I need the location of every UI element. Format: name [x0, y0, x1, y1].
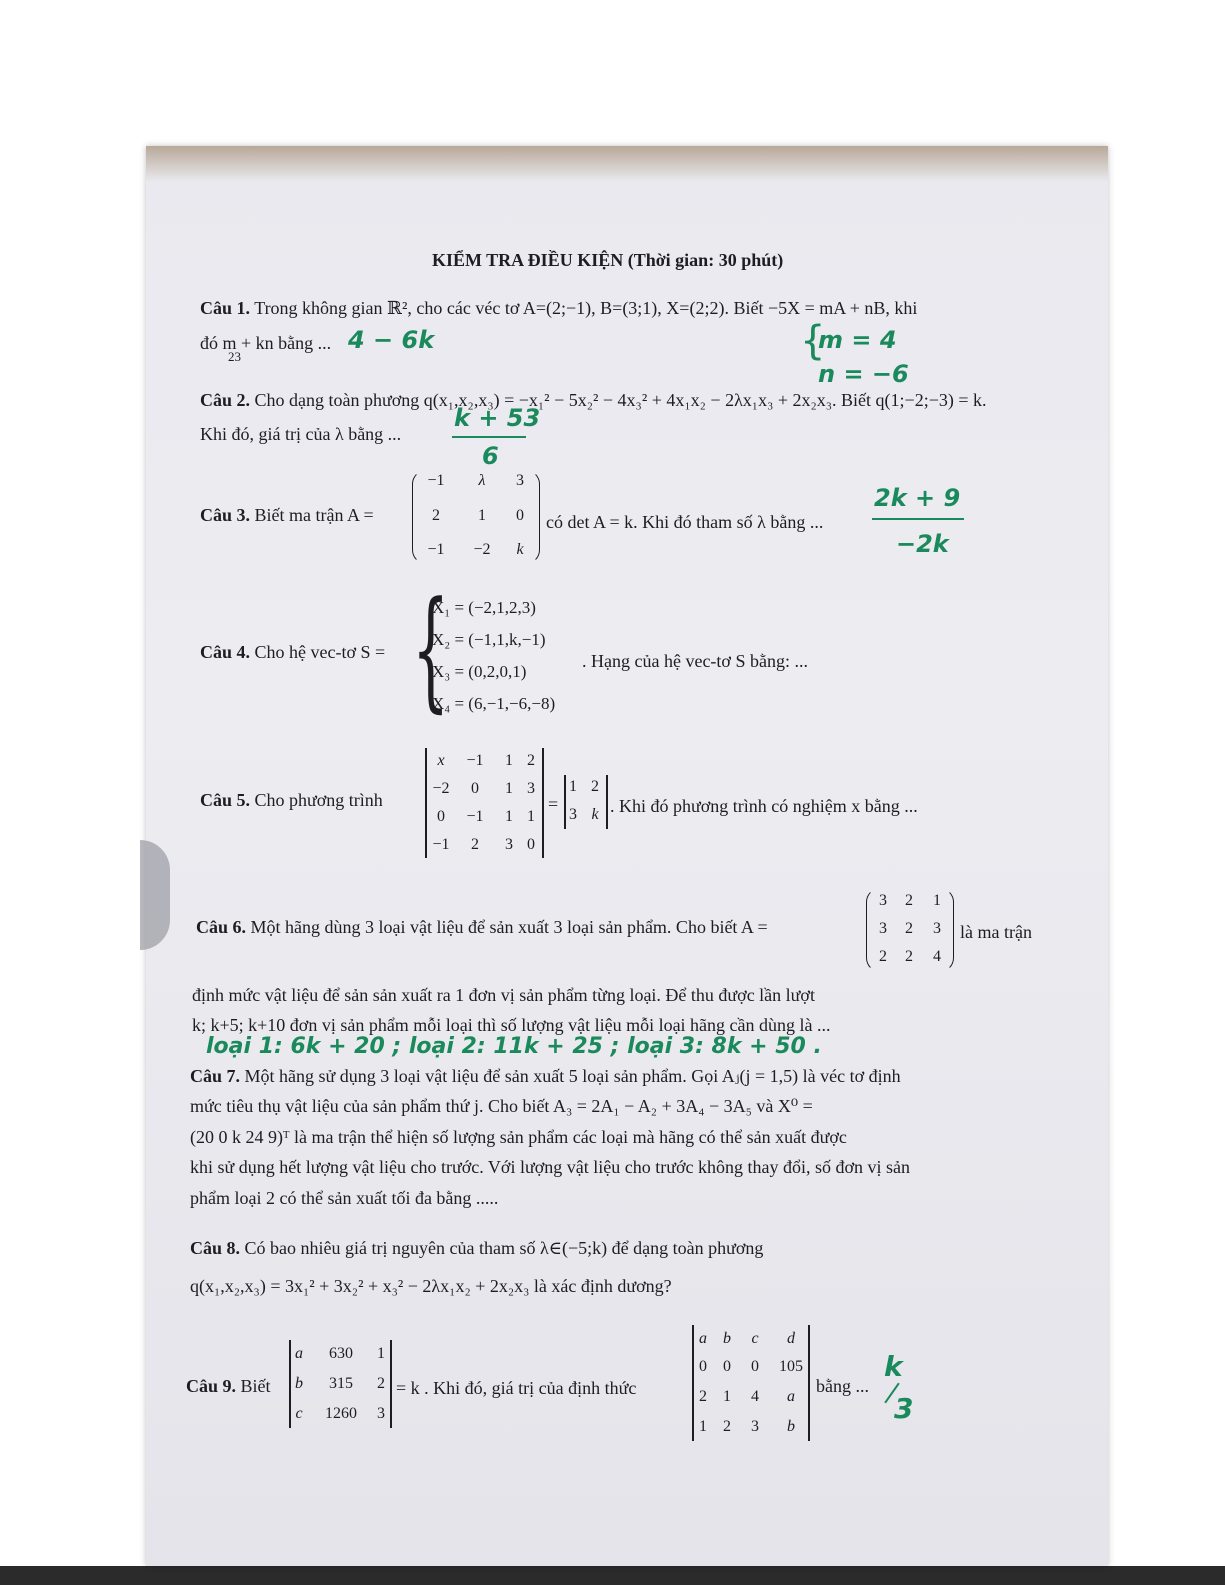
q9-m2-0-0: a	[699, 1330, 707, 1347]
q5-det-left-bar	[425, 748, 427, 858]
q9-m1-2-2: 3	[377, 1405, 385, 1422]
q3-m-0-0: −1	[427, 472, 445, 489]
q3	[200, 505, 374, 526]
q1-handwritten-answer: 4 − 6k	[348, 326, 435, 354]
q3-m-0-1: λ	[478, 472, 486, 489]
q4-vector-1: X₁ = (−2,1,2,3)	[432, 598, 536, 617]
q4	[200, 642, 385, 663]
q3-m-2-2: k	[516, 541, 524, 558]
q9-m1-2-1: 1260	[325, 1405, 357, 1422]
q1-note-n: n = −6	[818, 360, 909, 388]
q2-fraction-bar	[452, 436, 526, 438]
q9-m1-0-2: 1	[377, 1345, 385, 1362]
q9-text-mid: = k . Khi đó, giá trị của định thức	[396, 1378, 637, 1398]
q7-line2: mức tiêu thụ vật liệu của sản phẩm thứ j. Cho biết A₃ = 2A₁ − A₂ + 3A₄ − 3A₅ và X⁰ =	[190, 1096, 813, 1116]
q6	[196, 917, 768, 938]
q5	[200, 790, 383, 811]
q4-vector-4: X₄ = (6,−1,−6,−8)	[432, 694, 556, 713]
q5-m-0-1: −1	[466, 752, 484, 769]
exam-title: KIỂM TRA ĐIỀU KIỆN (Thời gian: 30 phút)	[432, 250, 784, 270]
q5-m-3-1: 2	[471, 836, 479, 853]
q3-fraction-bar	[872, 518, 964, 520]
q7	[190, 1066, 901, 1087]
q5-m-2-0: 0	[437, 808, 445, 825]
q3-handwritten-numerator: 2k + 9	[874, 484, 961, 512]
q3-m-0-2: 3	[516, 472, 524, 489]
q7-label: Câu 7.	[190, 1066, 241, 1086]
q9-det1-left-bar	[289, 1340, 291, 1428]
q6-text-post: là ma trận	[960, 922, 1032, 942]
q9-det1-right-bar	[390, 1340, 392, 1428]
q9-m2-1-0: 0	[699, 1358, 707, 1375]
q6-m-2-2: 4	[933, 948, 941, 965]
q1-text: Trong không gian ℝ², cho các véc tơ A=(2;−1), B=(3;1), X=(2;2). Biết −5X = mA + nB, khi	[254, 298, 918, 318]
q6-m-0-1: 2	[905, 892, 913, 909]
q9-m1-1-0: b	[295, 1375, 303, 1392]
finger-shadow	[140, 840, 170, 950]
q5-text-pre: Cho phương trình	[254, 790, 383, 810]
q9-handwritten-numerator: k	[884, 1350, 903, 1383]
q4-brace: {	[412, 573, 450, 725]
q6-m-2-0: 2	[879, 948, 887, 965]
q6-handwritten-answer: loại 1: 6k + 20 ; loại 2: 11k + 25 ; loại 3: 8k + 50 .	[206, 1034, 822, 1059]
q3-m-1-2: 0	[516, 507, 524, 524]
q9-m2-0-1: b	[723, 1330, 731, 1347]
q5-m-0-0: x	[437, 752, 445, 769]
q4-vector-2: X₂ = (−1,1,k,−1)	[432, 630, 546, 649]
q3-m-1-1: 1	[478, 507, 486, 524]
q6-m-1-0: 3	[879, 920, 887, 937]
q8	[190, 1238, 763, 1259]
q3-text-pre: Biết ma trận A =	[254, 505, 374, 525]
q8-text: Có bao nhiêu giá trị nguyên của tham số λ∈(−5;k) để dạng toàn phương	[244, 1238, 764, 1258]
q2-handwritten-denominator: 6	[482, 442, 499, 470]
q5-m-1-2: 1	[505, 780, 513, 797]
q9-m2-2-2: 4	[751, 1388, 759, 1405]
q6-m-1-1: 2	[905, 920, 913, 937]
q5-m-0-3: 2	[527, 752, 535, 769]
q5-rhs-right-bar	[606, 775, 608, 829]
q9-m1-0-1: 630	[329, 1345, 353, 1362]
q9-text-post: bằng ...	[816, 1376, 869, 1396]
q9-m1-1-1: 315	[329, 1375, 353, 1392]
q3-m-2-1: −2	[473, 541, 491, 558]
q3-handwritten-denominator: −2k	[896, 530, 949, 558]
q5-m-2-1: −1	[466, 808, 484, 825]
q1-label: Câu 1.	[200, 298, 251, 318]
q1-brace: {	[800, 318, 826, 364]
q8-line2: q(x₁,x₂,x₃) = 3x₁² + 3x₂² + x₃² − 2λx₁x₂ + 2x₂x₃ là xác định dương?	[190, 1276, 672, 1296]
q6-label: Câu 6.	[196, 917, 247, 937]
q9-m2-1-1: 0	[723, 1358, 731, 1375]
q2-line2: Khi đó, giá trị của λ bằng ...	[200, 424, 402, 444]
q7-line5: phẩm loại 2 có thể sản xuất tối đa bằng .....	[190, 1188, 499, 1208]
q5-m-3-0: −1	[432, 836, 450, 853]
q8-label: Câu 8.	[190, 1238, 241, 1258]
q9-m2-3-2: 3	[751, 1418, 759, 1435]
q4-text-post: . Hạng của hệ vec-tơ S bằng: ...	[582, 651, 808, 671]
q7-line3: (20 0 k 24 9)ᵀ là ma trận thể hiện số lượng sản phẩm các loại mà hãng có thể sản xuất được	[190, 1127, 847, 1147]
q7-text: Một hãng sử dụng 3 loại vật liệu để sản xuất 5 loại sản phẩm. Gọi Aⱼ(j = 1,5) là véc tơ định	[244, 1066, 901, 1086]
q5-m-1-1: 0	[471, 780, 479, 797]
q5-m-0-2: 1	[505, 752, 513, 769]
q2-label: Câu 2.	[200, 390, 251, 410]
q1-line2: đó m + kn bằng ...	[200, 333, 332, 353]
q9	[186, 1376, 271, 1397]
q9-m2-3-1: 2	[723, 1418, 731, 1435]
q4-text-pre: Cho hệ vec-tơ S =	[254, 642, 386, 662]
q6-line3: k; k+5; k+10 đơn vị sản phẩm mỗi loại thì số lượng vật liệu mỗi loại hãng cần dùng là ...	[192, 1015, 831, 1035]
q9-m1-1-2: 2	[377, 1375, 385, 1392]
q6-line2: định mức vật liệu để sản sản xuất ra 1 đơn vị sản phẩm từng loại. Để thu được lần lượt	[192, 985, 815, 1005]
q3-text-post: có det A = k. Khi đó tham số λ bằng ...	[546, 512, 824, 532]
q9-m2-2-1: 1	[723, 1388, 731, 1405]
q1	[200, 298, 917, 319]
q6-m-0-0: 3	[879, 892, 887, 909]
q9-m2-0-3: d	[787, 1330, 795, 1347]
q4-label: Câu 4.	[200, 642, 251, 662]
q6-text-pre: Một hãng dùng 3 loại vật liệu để sản xuất 3 loại sản phẩm. Cho biết A =	[250, 917, 768, 937]
q9-m2-1-3: 105	[779, 1358, 803, 1375]
q6-m-2-1: 2	[905, 948, 913, 965]
q9-m2-0-2: c	[751, 1330, 759, 1347]
q9-label: Câu 9.	[186, 1376, 237, 1396]
q2-text: Cho dạng toàn phương q(x₁,x₂,x₃) = −x₁² − 5x₂² − 4x₃² + 4x₁x₂ − 2λx₁x₃ + 2x₂x₃. Biết q(1;−2;−3) = k.	[254, 390, 987, 410]
q5-m-3-2: 3	[505, 836, 513, 853]
q5-m-2-2: 1	[505, 808, 513, 825]
q9-handwritten-denominator: 3	[894, 1392, 914, 1425]
q9-m2-2-3: a	[787, 1388, 795, 1405]
q5-rhs-1-0: 3	[569, 806, 577, 823]
q6-m-1-2: 3	[933, 920, 941, 937]
q9-m1-0-0: a	[295, 1345, 303, 1362]
q3-m-1-0: 2	[432, 507, 440, 524]
q9-m2-1-2: 0	[751, 1358, 759, 1375]
q9-text-pre: Biết	[240, 1376, 271, 1396]
q2-handwritten-numerator: k + 53	[454, 404, 541, 432]
q5-rhs-0-0: 1	[569, 778, 577, 795]
q5-rhs-0-1: 2	[591, 778, 599, 795]
q9-m2-2-0: 2	[699, 1388, 707, 1405]
q5-m-2-3: 1	[527, 808, 535, 825]
q2	[200, 390, 987, 411]
q9-m2-3-3: b	[787, 1418, 795, 1435]
q5-m-1-3: 3	[527, 780, 535, 797]
q5-rhs-1-1: k	[591, 806, 599, 823]
q1-small-note: 23	[228, 349, 241, 364]
paper-top-edge	[146, 146, 1108, 182]
q4-vector-3: X₃ = (0,2,0,1)	[432, 662, 527, 681]
q5-m-1-0: −2	[432, 780, 450, 797]
q9-m2-3-0: 1	[699, 1418, 707, 1435]
q9-m1-2-0: c	[295, 1405, 303, 1422]
q3-label: Câu 3.	[200, 505, 251, 525]
q5-equals: =	[548, 794, 559, 814]
q3-m-2-0: −1	[427, 541, 445, 558]
q7-line4: khi sử dụng hết lượng vật liệu cho trước. Với lượng vật liệu cho trước không thay đổi, số đơn vị sản	[190, 1157, 910, 1177]
q9-det2-right-bar	[808, 1325, 810, 1441]
q5-label: Câu 5.	[200, 790, 251, 810]
q5-text-post: . Khi đó phương trình có nghiệm x bằng ...	[610, 796, 918, 816]
q5-m-3-3: 0	[527, 836, 535, 853]
q6-m-0-2: 1	[933, 892, 941, 909]
background-bottom-strip	[0, 1566, 1225, 1585]
q1-note-m: m = 4	[818, 326, 897, 354]
